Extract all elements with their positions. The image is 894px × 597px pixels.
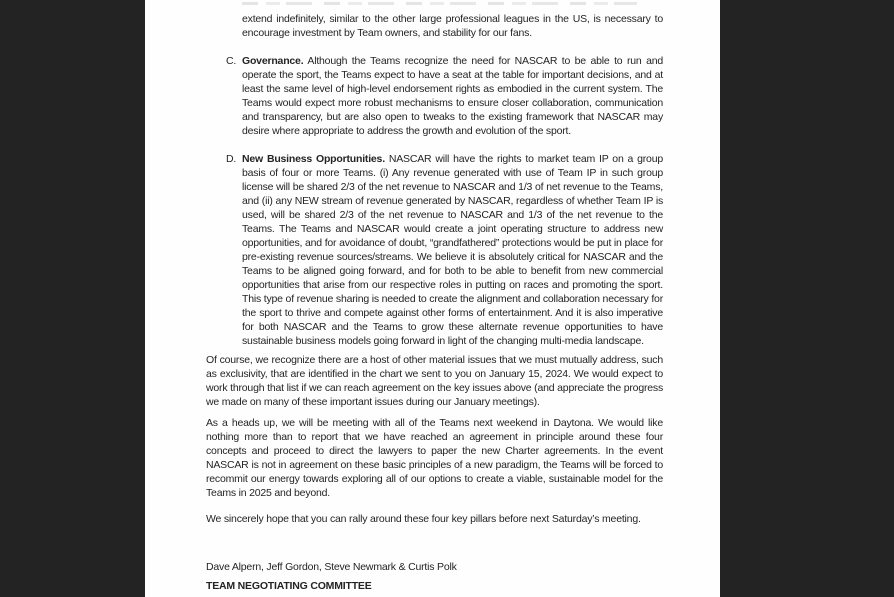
- governance-text: Although the Teams recognize the need for NASCAR to be able to run and operate the sport, the Teams expect to have a seat at the table for important decisions, and at least the same level of high-level endorsement rights as embodied in the current system. The Teams would expect more robust mechanisms to ensure closer collaboration, communication and transparency, but are also open to tweaks to the existing framework that NASCAR may desire where appropriate to address the growth and evolution of the sport.: [242, 55, 663, 137]
- letter-content: [145, 0, 720, 597]
- committee-title: TEAM NEGOTIATING COMMITTEE: [206, 580, 372, 592]
- signature-line: Dave Alpern, Jeff Gordon, Steve Newmark & Curtis Polk: [206, 561, 457, 573]
- list-letter-d: D.: [226, 153, 237, 165]
- governance-heading: Governance.: [242, 55, 304, 67]
- paragraph-new-business: [242, 152, 663, 348]
- list-item-governance: [226, 54, 663, 138]
- paragraph-continuation: extend indefinitely, similar to the other large professional leagues in the US, is necessary to encourage investment by Team owners, and stability for our fans.: [242, 13, 663, 39]
- paragraph-other-issues: Of course, we recognize there are a host of other material issues that we must mutually address, such as exclusivity, that are identified in the chart we sent to you on January 15, 2024. We would expect to work through that list if we can reach agreement on the key issues above (and appreciate the progress we made on many of these important issues during our January meetings).: [206, 354, 663, 408]
- list-item-new-business: [226, 152, 663, 348]
- paragraph-heads-up: As a heads up, we will be meeting with all of the Teams next weekend in Daytona. We would like nothing more than to report that we have reached an agreement in principle around these four concepts and proceed to direct the lawyers to paper the new Charter agreements. In the event NASCAR is not in agreement on these basic principles of a new paradigm, the Teams will be forced to recommit our energy towards exploring all of our options to create a viable, sustainable model for the Teams in 2025 and beyond.: [206, 417, 663, 499]
- paragraph-governance: [242, 54, 663, 138]
- list-letter-c: C.: [226, 55, 237, 67]
- new-business-text: NASCAR will have the rights to market team IP on a group basis of four or more Teams. (i) Any revenue generated with use of Team IP in such group license will be shared 2/3 of the net revenue to NASCAR and 1/3 of net revenue to the Teams, and (ii) any NEW stream of revenue generated by NASCAR, regardless of whether Team IP is used, will be shared 2/3 of the net revenue to NASCAR and 1/3 of the net revenue to the Teams. The Teams and NASCAR would create a joint operating structure to address new opportunities, and for avoidance of doubt, “grandfathered” protections would be put in place for pre-existing revenue sources/streams. We believe it is absolutely critical for NASCAR and the Teams to be aligned going forward, and for both to be able to benefit from new commercial opportunities that arise from our respective roles in putting on races and promoting the sport. This type of revenue sharing is needed to create the alignment and collaboration necessary for the sport to thrive and compete against other forms of entertainment. And it is also imperative for both NASCAR and the Teams to grow these alternate revenue opportunities to have sustainable business models going forward in light of the changing multi-media landscape.: [242, 153, 663, 347]
- document-page: [145, 0, 720, 597]
- paragraph-hope: We sincerely hope that you can rally around these four key pillars before next Saturday’s meeting.: [206, 513, 641, 525]
- new-business-heading: New Business Opportunities.: [242, 153, 385, 165]
- clipped-text-line: [242, 2, 637, 5]
